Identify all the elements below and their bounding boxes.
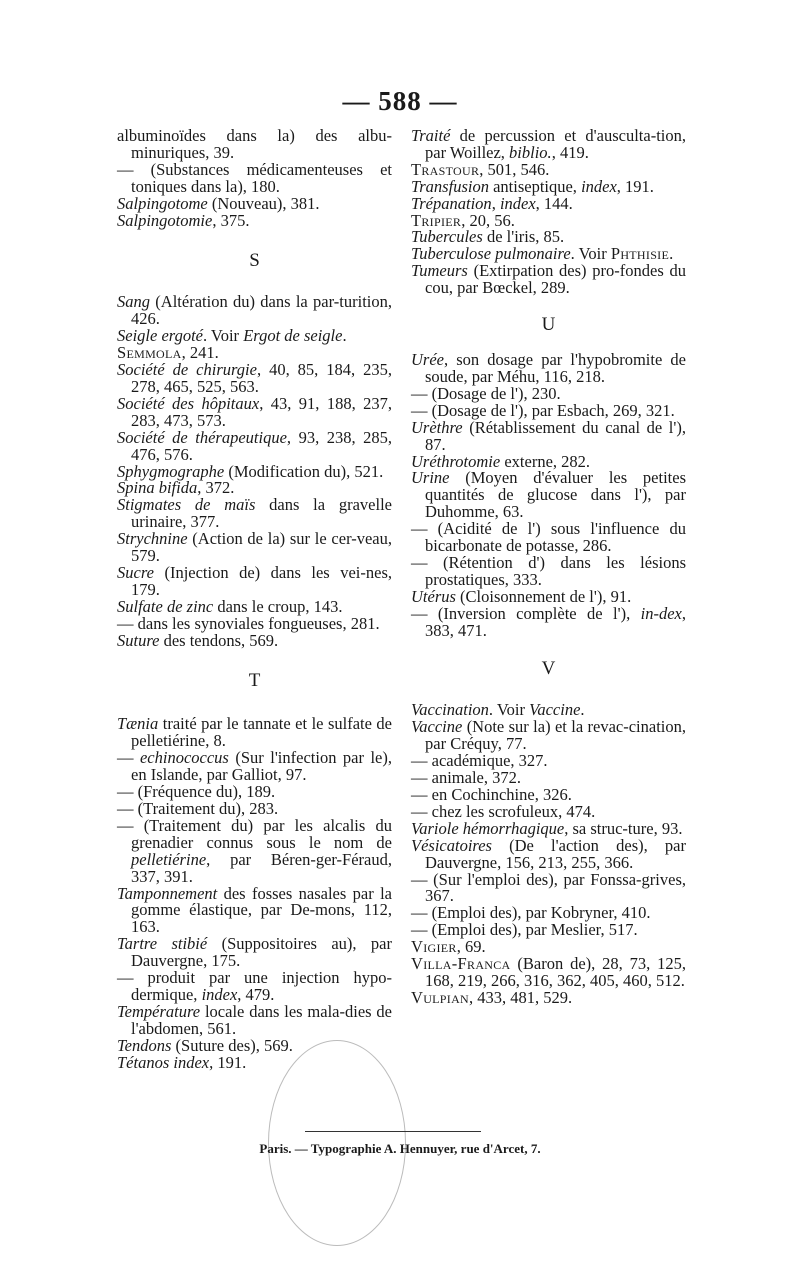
index-entry: — chez les scrofuleux, 474. <box>411 801 596 821</box>
index-entry: Société de thérapeutique, 93, 238, 285, 476, 576. <box>117 427 393 464</box>
index-entry: Urine (Moyen d'évaluer les petites quantités de glucose dans l'), par Duhomme, 63. <box>411 468 686 522</box>
index-entry: — animale, 372. <box>411 768 521 788</box>
imprint-rule <box>305 1131 481 1132</box>
imprint: Paris. — Typographie A. Hennuyer, rue d'Arcet, 7. <box>259 1141 541 1156</box>
index-entry: Vaccination. Voir Vaccine. <box>411 700 585 720</box>
right-column <box>411 128 686 1007</box>
index-entry: Trastour, 501, 546. <box>411 159 550 179</box>
index-entry: — en Cochinchine, 326. <box>411 785 572 804</box>
index-entry: Vulpian, 433, 481, 529. <box>411 987 573 1007</box>
index-entry: Sucre (Injection de) dans les vei-nes, 179. <box>117 562 392 599</box>
page-number: — 588 — <box>342 86 458 116</box>
index-entry: Tænia traité par le tannate et le sulfate de pelletiérine, 8. <box>117 714 392 751</box>
index-entry: — (Dosage de l'), 230. <box>411 383 561 403</box>
index-entry: Sulfate de zinc dans le croup, 143. <box>117 596 343 616</box>
index-entry: — (Fréquence du), 189. <box>117 782 276 802</box>
index-entry: Tubercules de l'iris, 85. <box>411 227 565 247</box>
index-entry: Seigle ergoté. Voir Ergot de seigle. <box>117 326 347 346</box>
index-entry: — (Dosage de l'), par Esbach, 269, 321. <box>411 400 675 420</box>
index-entry: Société de chirurgie, 40, 85, 184, 235, 278, 465, 525, 563. <box>117 360 392 396</box>
index-entry: Urèthre (Rétablissement du canal de l'), 87. <box>411 417 686 454</box>
index-entry: Salpingotomie, 375. <box>117 210 250 230</box>
section-letter: V <box>541 658 556 680</box>
index-entry: — (Acidité de l') sous l'influence du bicarbonate de potasse, 286. <box>411 519 686 556</box>
index-entry: — dans les synoviales fongueuses, 281. <box>117 613 380 633</box>
index-entry: Société des hôpitaux, 43, 91, 188, 237, 283, 473, 573. <box>117 393 392 430</box>
section-letter: T <box>248 670 261 692</box>
index-entry: — (Emploi des), par Kobryner, 410. <box>411 903 651 923</box>
section-letter: S <box>249 250 260 272</box>
index-entry: albuminoïdes dans la) des albu-minuriques, 39. <box>117 126 392 162</box>
index-entry: — produit par une injection hypo-dermique, index, 479. <box>117 968 392 1004</box>
section-letter: U <box>541 314 556 336</box>
index-entry: Tamponnement des fosses nasales par la gomme élastique, par De-mons, 112, 163. <box>117 883 392 937</box>
left-column <box>117 128 392 1072</box>
index-entry: — (Traitement du), 283. <box>117 799 279 818</box>
index-entry: — (Sur l'emploi des), par Fonssa-grives, 367. <box>411 869 686 906</box>
index-entry: Transfusion antiseptique, index, 191. <box>411 176 654 196</box>
index-entry: Suture des tendons, 569. <box>117 630 279 650</box>
index-entry: — (Rétention d') dans les lésions prostatiques, 333. <box>411 552 686 589</box>
index-entry: — (Inversion complète de l'), in-dex, 383, 471. <box>411 603 686 640</box>
index-entry: Utérus (Cloisonnement de l'), 91. <box>411 586 632 606</box>
index-entry: Tumeurs (Extirpation des) pro-fondes du cou, par Bœckel, 289. <box>411 261 686 298</box>
index-entry: Salpingotome (Nouveau), 381. <box>117 193 320 213</box>
index-entry: — (Substances médicamenteuses et toniques dans la), 180. <box>117 159 392 196</box>
index-entry: — académique, 327. <box>411 751 548 771</box>
index-entry: Vigier, 69. <box>411 937 486 957</box>
index-entry: Tartre stibié (Suppositoires au), par Dauvergne, 175. <box>117 934 392 971</box>
index-entry: Tétanos index, 191. <box>117 1052 247 1072</box>
index-entry: Traité de percussion et d'ausculta-tion, par Woillez, biblio., 419. <box>411 126 686 162</box>
index-entry: — (Traitement du) par les alcalis du grenadier connus sous le nom de pelletiérine, par Béren-ger-Féraud, 337, 391. <box>117 815 392 886</box>
index-entry: — echinococcus (Sur l'infection par le), en Islande, par Galliot, 97. <box>117 748 392 785</box>
index-entry: Vaccine (Note sur la) et la revac-cination, par Créquy, 77. <box>411 717 686 754</box>
index-entry: Semmola, 241. <box>117 343 219 363</box>
index-entry: Variole hémorrhagique, sa struc-ture, 93. <box>411 818 683 838</box>
index-entry: Villa-Franca (Baron de), 28, 73, 125, 168, 219, 266, 316, 362, 405, 460, 512. <box>411 954 686 990</box>
index-entry: Tendons (Suture des), 569. <box>117 1035 293 1055</box>
index-entry: Urée, son dosage par l'hypobromite de soude, par Méhu, 116, 218. <box>411 350 686 386</box>
index-entry: Strychnine (Action de la) sur le cer-veau, 579. <box>117 529 392 566</box>
index-entry: Tripier, 20, 56. <box>411 210 515 230</box>
index-entry: Stigmates de maïs dans la gravelle urinaire, 377. <box>117 495 392 532</box>
index-entry: — (Emploi des), par Meslier, 517. <box>411 920 638 940</box>
index-entry: Tuberculose pulmonaire. Voir Phthisie. <box>411 244 674 264</box>
index-entry: Sang (Altération du) dans la par-turition, 426. <box>117 292 392 329</box>
index-entry: Sphygmographe (Modification du), 521. <box>117 461 384 481</box>
index-entry: Uréthrotomie externe, 282. <box>411 451 591 471</box>
index-entry: Vésicatoires (De l'action des), par Dauvergne, 156, 213, 255, 366. <box>411 835 686 872</box>
index-entry: Trépanation, index, 144. <box>411 193 573 213</box>
index-entry: Température locale dans les mala-dies de l'abdomen, 561. <box>117 1001 392 1038</box>
index-entry: Spina bifida, 372. <box>117 478 235 498</box>
